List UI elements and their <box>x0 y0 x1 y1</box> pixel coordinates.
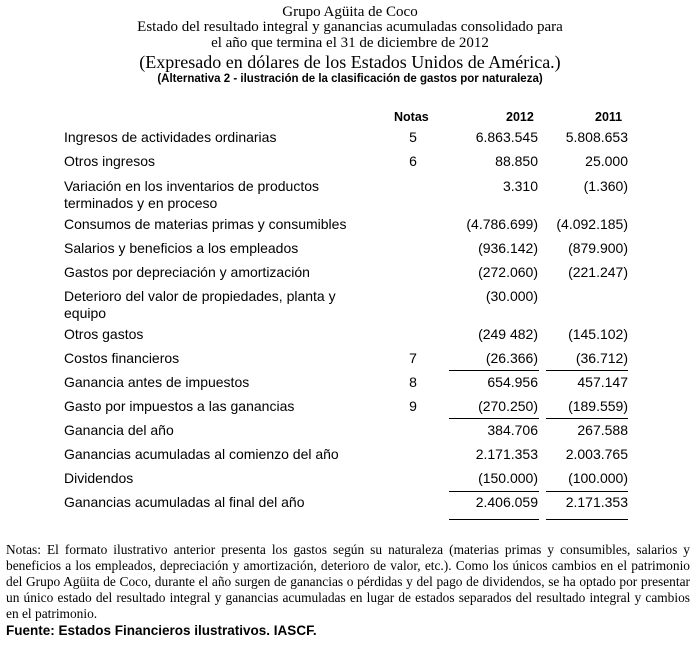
row-value-2012: (4.786.699) <box>466 216 538 232</box>
row-value-2012: (272.060) <box>478 264 538 280</box>
row-label: Ganancia antes de impuestos <box>64 374 250 390</box>
column-header-2012: 2012 <box>506 110 534 124</box>
final-rule-2012 <box>449 519 539 520</box>
row-value-2012: (150.000) <box>478 470 538 486</box>
row-value-2012: (249 482) <box>478 326 538 342</box>
row-label: Otros gastos <box>64 326 144 342</box>
row-value-2011: (221.247) <box>568 264 628 280</box>
row-label: Ganancia del año <box>64 422 174 438</box>
row-value-2011: 2.171.353 <box>565 494 628 510</box>
row-value-2012: (270.250) <box>478 398 538 414</box>
company-name: Grupo Agüita de Coco <box>282 4 418 20</box>
total-rule-2011 <box>546 491 628 492</box>
row-value-2012: 88.850 <box>495 153 538 169</box>
row-label: Gasto por impuestos a las ganancias <box>64 398 295 414</box>
row-label: Deterioro del valor de propiedades, planta y equipo <box>64 288 336 321</box>
statement-title-line1: Estado del resultado integral y ganancias acumuladas consolidado para <box>137 19 563 35</box>
column-header-2011: 2011 <box>595 110 623 124</box>
total-rule-2012 <box>449 491 539 492</box>
row-value-2012: 3.310 <box>502 178 538 194</box>
subtotal-rule-2011-b <box>546 418 628 419</box>
row-value-2012: 2.171.353 <box>475 446 538 462</box>
row-value-2012: 384.706 <box>487 422 538 438</box>
row-value-2011: 5.808.653 <box>565 129 628 145</box>
notes-paragraph: Notas: El formato ilustrativo anterior presenta los gastos según su naturaleza (materias primas y consumibles, salarios y beneficios a los empleados, depreciación y amortización, deterioro de valor, etc.). Como los únicos cambios en el patrimonio del Grupo Agüita de Coco, durante el año surgen de ganancias o pérdidas y del pago de dividendos, se ha optado por presentar un único estado del resultado integral y ganancias acumuladas en lugar de estados separados del resultado integral y cambios en el patrimonio. <box>6 542 690 621</box>
row-value-2012: 6.863.545 <box>475 129 538 145</box>
row-label: Variación en los inventarios de productos terminados y en proceso <box>64 178 320 211</box>
row-value-2012: (936.142) <box>478 240 538 256</box>
row-label: Consumos de materias primas y consumibles <box>64 216 347 232</box>
row-label: Salarios y beneficios a los empleados <box>64 240 299 256</box>
row-label: Ingresos de actividades ordinarias <box>64 129 277 145</box>
subtotal-rule-2012 <box>449 370 539 371</box>
final-rule-2011 <box>546 519 628 520</box>
row-value-2011: (36.712) <box>575 350 628 366</box>
row-nota: 9 <box>409 398 417 414</box>
row-value-2011: 2.003.765 <box>565 446 628 462</box>
row-nota: 7 <box>409 350 417 366</box>
row-nota: 6 <box>409 153 417 169</box>
subtotal-rule-2012-b <box>449 418 539 419</box>
currency-note: (Expresado en dólares de los Estados Unidos de América.) <box>139 52 561 72</box>
row-label: Otros ingresos <box>64 153 156 169</box>
row-label: Dividendos <box>64 470 134 486</box>
row-nota: 8 <box>409 374 417 390</box>
row-label: Ganancias acumuladas al final del año <box>64 494 305 510</box>
row-label: Ganancias acumuladas al comienzo del año <box>64 446 339 462</box>
source-line: Fuente: Estados Financieros ilustrativos. IASCF. <box>6 623 317 638</box>
row-value-2011: (145.102) <box>568 326 628 342</box>
statement-title-line2: el año que termina el 31 de diciembre de 2012 <box>211 35 489 51</box>
subtotal-rule-2011 <box>546 370 628 371</box>
row-value-2011: (1.360) <box>583 178 628 194</box>
row-value-2012: (30.000) <box>485 288 538 304</box>
alternative-note: (Alternativa 2 - ilustración de la clasificación de gastos por naturaleza) <box>157 73 543 85</box>
row-value-2011: 267.588 <box>577 422 628 438</box>
row-label: Costos financieros <box>64 350 180 366</box>
row-value-2011: (100.000) <box>568 470 628 486</box>
row-value-2011: 457.147 <box>577 374 628 390</box>
row-label: Gastos por depreciación y amortización <box>64 264 310 280</box>
row-value-2012: 654.956 <box>487 374 538 390</box>
row-value-2011: (4.092.185) <box>556 216 628 232</box>
row-value-2011: 25.000 <box>585 153 628 169</box>
row-value-2012: 2.406.059 <box>475 494 538 510</box>
row-value-2011: (189.559) <box>568 398 628 414</box>
row-value-2012: (26.366) <box>485 350 538 366</box>
row-nota: 5 <box>409 129 417 145</box>
row-value-2011: (879.900) <box>568 240 628 256</box>
column-header-notas: Notas <box>394 110 429 124</box>
